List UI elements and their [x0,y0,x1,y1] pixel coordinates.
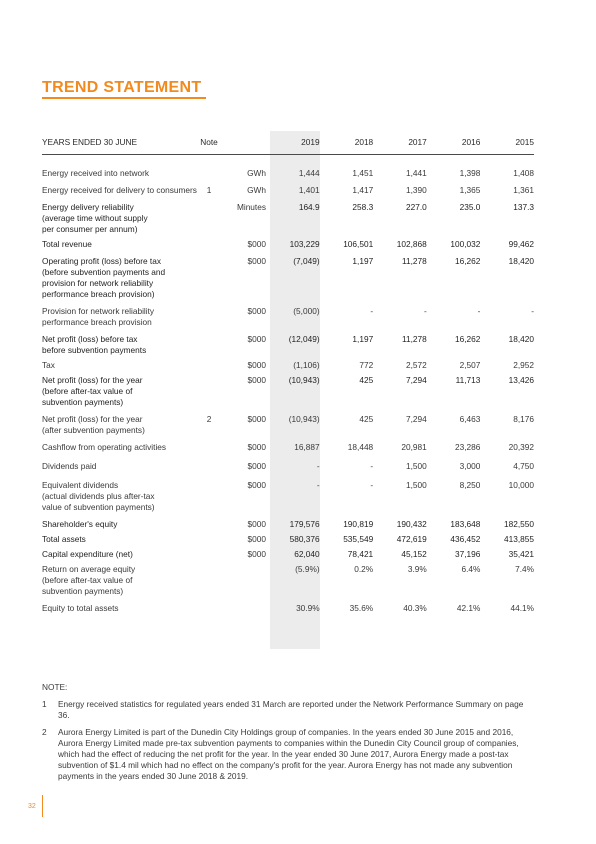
row-value: 1,444 [298,168,320,178]
header-year: 2018 [354,137,374,147]
row-value: 18,420 [508,256,534,266]
row-unit: GWh [247,168,266,178]
row-value: 190,432 [396,519,427,529]
row-label-text: Dividends paid [42,461,97,471]
row-label [42,154,200,179]
row-label [42,250,200,300]
row-unit: $000 [247,442,266,452]
row-value: (1,106) [293,360,320,370]
row-label-text: Net profit (loss) for the year [42,414,143,424]
row-value: 23,286 [454,442,481,452]
note-text: Aurora Energy Limited is part of the Dunedin City Holdings group of companies. In the years ended 30 June 2015 and 2016, Aurora Energy Limited made pre-tax subvention payments to companies within the Dunedin City Council group of companies, which had the effect of reducing the net profit for the year. In the year ended 30 June 2017, Aurora Energy made a post-tax subvention of $1.4 mil which had no effect on the company's profit for the year. Aurora Energy has not made any subvention payments in the years ended 30 June 2018 & 2019. [58,727,519,781]
row-value: - [477,306,481,316]
row-value: 413,855 [504,534,534,544]
row-label-subtext: subvention payments) [42,397,124,407]
row-label-text: Return on average equity [42,564,136,574]
table-row [42,597,534,614]
row-label [42,235,200,250]
row-note [200,235,218,250]
row-label [42,530,200,545]
table-row [42,154,534,179]
row-label [42,545,200,560]
row-label-subtext: (average time without supply [42,213,148,223]
row-unit: $000 [247,360,266,370]
row-value: 13,426 [508,375,534,385]
title-underline [42,97,206,99]
row-unit: $000 [247,334,266,344]
row-label [42,300,200,328]
row-note [200,472,218,513]
row-value: 18,420 [508,334,534,344]
row-label-text: Capital expenditure (net) [42,549,133,559]
row-note [200,328,218,356]
row-unit: GWh [247,185,266,195]
row-value: 235.0 [459,202,481,212]
row-label-subtext: performance breach provision [42,317,152,327]
row-value: 227.0 [406,202,427,212]
row-note [200,436,218,453]
row-note [200,196,218,235]
row-label-subtext: (actual dividends plus after-tax [42,491,155,501]
row-label-text: Total revenue [42,239,92,249]
row-value: 436,452 [450,534,481,544]
row-value: 164.9 [298,202,320,212]
row-value: (10,943) [288,414,320,424]
row-value: 8,250 [459,480,481,490]
row-value: - [370,480,374,490]
row-unit: $000 [247,414,266,424]
row-value: 1,401 [298,185,320,195]
row-value: 1,398 [459,168,481,178]
row-value: 45,152 [401,549,427,559]
row-label [42,328,200,356]
row-label-text: Equity to total assets [42,603,119,613]
row-value: - [370,306,374,316]
row-value: 425 [359,375,374,385]
row-value: - [370,461,374,471]
row-value: 35,421 [508,549,534,559]
row-value: 1,417 [352,185,374,195]
row-note [200,371,218,408]
note-number: 2 [42,727,47,737]
row-value: 103,229 [289,239,320,249]
row-note [200,453,218,472]
row-label-text: Total assets [42,534,86,544]
row-label [42,179,200,196]
row-label-subtext: per consumer per annum) [42,224,138,234]
notes-heading: NOTE: [42,682,68,692]
row-label [42,597,200,614]
row-value: 106,501 [343,239,374,249]
row-unit [218,597,266,614]
row-note [200,560,218,597]
row-unit: $000 [247,480,266,490]
row-value: - [316,480,320,490]
row-label-text: Tax [42,360,55,370]
row-label [42,453,200,472]
table-row [42,371,534,408]
row-value: 35.6% [349,603,374,613]
row-value: 2,952 [513,360,534,370]
row-note: 1 [206,185,212,195]
row-label [42,356,200,371]
row-value: 40.3% [403,603,427,613]
row-value: 1,361 [513,185,534,195]
row-note [200,545,218,560]
row-unit: $000 [247,239,266,249]
row-value: (5,000) [293,306,320,316]
row-label-subtext: subvention payments) [42,586,124,596]
row-value: 1,197 [352,334,374,344]
row-value: 37,196 [454,549,481,559]
header-note: Note [200,137,218,147]
table-row [42,513,534,530]
row-unit: $000 [247,306,266,316]
row-value: 8,176 [513,414,534,424]
table-row [42,300,534,328]
header-year: 2015 [515,137,534,147]
row-note [200,513,218,530]
row-value: 7.4% [515,564,534,574]
row-value: 535,549 [343,534,374,544]
row-note [200,530,218,545]
row-unit: $000 [247,375,266,385]
row-label-text: Shareholder's equity [42,519,118,529]
row-value: 20,981 [401,442,427,452]
row-unit: $000 [247,256,266,266]
row-label-text: Cashflow from operating activities [42,442,167,452]
row-label-text: Energy delivery reliability [42,202,134,212]
row-value: 78,421 [347,549,374,559]
header-year: 2016 [461,137,481,147]
row-note [200,300,218,328]
row-value: 10,000 [508,480,534,490]
row-unit: $000 [247,519,266,529]
table-row [42,560,534,597]
row-label-subtext: performance breach provision) [42,289,155,299]
header-year: 2019 [301,137,320,147]
row-label-subtext: (after subvention payments) [42,425,145,435]
row-value: 62,040 [294,549,320,559]
table-body [42,154,534,614]
row-note [200,154,218,179]
row-value: 42.1% [456,603,481,613]
row-label [42,472,200,513]
row-value: 1,451 [352,168,374,178]
row-value: 4,750 [513,461,534,471]
table-row [42,530,534,545]
row-value: 3,000 [459,461,481,471]
header-label: YEARS ENDED 30 JUNE [42,137,137,147]
row-value: 100,032 [450,239,481,249]
table-row [42,408,534,436]
note-number: 1 [42,699,47,709]
row-value: 1,500 [406,480,427,490]
row-value: 18,448 [347,442,374,452]
header-year: 2017 [408,137,427,147]
row-value: 7,294 [406,414,427,424]
row-value: 1,441 [406,168,427,178]
row-value: 772 [359,360,374,370]
row-value: (7,049) [293,256,320,266]
row-unit: $000 [247,534,266,544]
row-value: 11,278 [402,256,427,266]
row-value: 580,376 [289,534,320,544]
table-row [42,453,534,472]
row-value: 16,887 [294,442,320,452]
row-label-text: Equivalent dividends [42,480,119,490]
row-value: - [316,461,320,471]
row-note: 2 [206,414,212,424]
row-unit: $000 [247,461,266,471]
row-label-subtext: value of subvention payments) [42,502,155,512]
row-unit [218,560,266,597]
row-label-text: Energy received for delivery to consumers [42,185,197,195]
row-value: - [424,306,427,316]
table-row [42,356,534,371]
row-value: 1,365 [459,185,481,195]
page-number-rule [42,795,43,817]
row-unit: Minutes [236,202,266,212]
row-value: 1,408 [513,168,534,178]
row-value: 3.9% [407,564,427,574]
row-value: 1,390 [406,185,427,195]
header-unit [218,131,266,154]
table-row [42,250,534,300]
row-value: 11,713 [455,375,481,385]
row-label-text: Net profit (loss) before tax [42,334,138,344]
table-row [42,328,534,356]
row-note [200,597,218,614]
row-value: 179,576 [289,519,320,529]
row-value: 16,262 [454,334,481,344]
page-title: TREND STATEMENT [42,79,202,96]
row-note [200,250,218,300]
row-value: 190,819 [343,519,374,529]
row-value: 183,648 [450,519,481,529]
row-label [42,560,200,597]
table-row [42,235,534,250]
row-value: 1,500 [406,461,427,471]
row-value: 425 [359,414,374,424]
row-value: 30.9% [296,603,320,613]
row-label [42,371,200,408]
row-value: 182,550 [504,519,534,529]
row-value: 2,572 [406,360,427,370]
row-label-text: Operating profit (loss) before tax [42,256,161,266]
row-label-subtext: provision for network reliability [42,278,154,288]
table-row [42,196,534,235]
table-row [42,545,534,560]
row-value: 1,197 [352,256,374,266]
row-value: 258.3 [352,202,374,212]
row-value: 472,619 [396,534,427,544]
notes-section [42,682,534,788]
trend-table [42,131,534,614]
row-value: 6,463 [459,414,481,424]
row-label-subtext: before subvention payments [42,345,147,355]
row-value: 0.2% [354,564,374,574]
row-label-subtext: (before subvention payments and [42,267,166,277]
row-value: 20,392 [508,442,534,452]
row-label [42,408,200,436]
row-value: (5.9%) [295,564,320,574]
table-header-row [42,131,534,154]
row-value: - [531,306,534,316]
row-value: 102,868 [396,239,427,249]
row-note [200,356,218,371]
row-value: (10,943) [288,375,320,385]
row-value: 137.3 [513,202,534,212]
row-value: 99,462 [508,239,534,249]
row-label-subtext: (before after-tax value of [42,386,133,396]
row-value: 6.4% [461,564,481,574]
row-label [42,196,200,235]
row-label [42,513,200,530]
note-item [42,699,534,721]
table-row [42,472,534,513]
row-label [42,436,200,453]
row-value: 11,278 [402,334,427,344]
row-unit: $000 [247,549,266,559]
page-number: 32 [28,803,36,810]
row-value: 44.1% [510,603,534,613]
row-value: 16,262 [454,256,481,266]
row-label-text: Net profit (loss) for the year [42,375,143,385]
row-label-text: Energy received into network [42,168,149,178]
table-row [42,179,534,196]
row-label-text: Provision for network reliability [42,306,155,316]
table-row [42,436,534,453]
row-label-subtext: (before after-tax value of [42,575,133,585]
note-text: Energy received statistics for regulated years ended 31 March are reported under the Network Performance Summary on page 36. [58,699,524,720]
note-item [42,727,534,782]
row-value: 2,507 [459,360,481,370]
row-value: (12,049) [288,334,320,344]
row-value: 7,294 [406,375,427,385]
